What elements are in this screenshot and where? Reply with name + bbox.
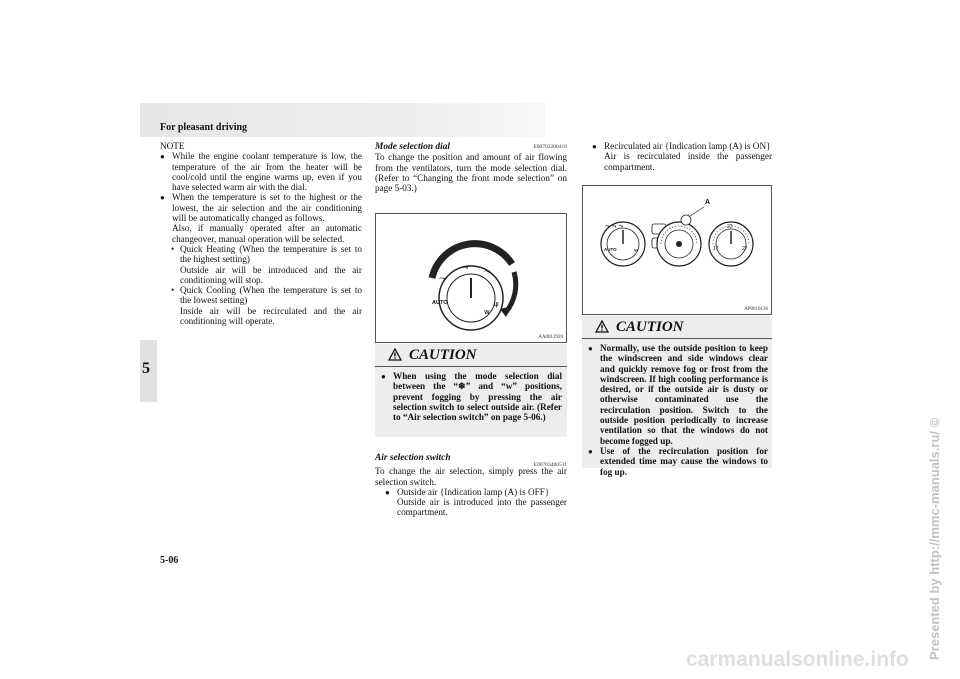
- sub-bullet-icon: •: [171, 285, 175, 296]
- recirc-air-item: [592, 141, 772, 172]
- temp-high-label: 27: [742, 246, 748, 252]
- site-watermark: carmanualsonline.info: [686, 648, 909, 671]
- svg-text:⤳: ⤳: [462, 263, 469, 272]
- page-header-title: For pleasant driving: [160, 122, 248, 133]
- vertical-watermark: Presented by http://mmc-manuals.ru/ ©: [927, 417, 942, 660]
- svg-text:⤳ ⤳ ⤳: ⤳ ⤳ ⤳: [605, 223, 624, 230]
- bullet-dot-icon: ●: [160, 193, 165, 203]
- note-sub-item: [160, 285, 362, 326]
- caution-text: Use of the recirculation position for extended time may cause the windows to fog up.: [600, 445, 768, 477]
- section-title-air-switch: Air selection switch: [375, 453, 451, 463]
- svg-text:ᴡ: ᴡ: [634, 248, 639, 254]
- recirculated-air-section: [582, 141, 772, 172]
- page-number: 5-06: [160, 555, 179, 566]
- chapter-tab-number: 5: [142, 360, 150, 377]
- sub-bullet-icon: •: [171, 243, 175, 254]
- control-panel-figure: [582, 185, 772, 315]
- temp-mid-label: 22: [727, 224, 733, 230]
- caution-box-mode: [375, 344, 567, 437]
- note-sub-item: [160, 244, 362, 285]
- caution-item: [588, 343, 768, 446]
- svg-text:ᴡ: ᴡ: [484, 308, 490, 316]
- note-bullet: [160, 192, 362, 243]
- recirc-air-head: Recirculated air {Indication lamp (A) is ON}: [604, 141, 771, 151]
- callout-label: A: [705, 199, 711, 206]
- bullet-dot-icon: ●: [381, 372, 386, 381]
- mode-dial-figure: [375, 213, 567, 343]
- note-bullet: [160, 151, 362, 192]
- recirc-air-body: Air is recirculated inside the passenger compartment.: [604, 151, 772, 172]
- sub-item-body: Outside air will be introduced and the air conditioning will stop.: [180, 264, 362, 285]
- bullet-dot-icon: ●: [160, 152, 165, 162]
- caution-header: [582, 316, 772, 339]
- svg-text:⤳: ⤳: [439, 274, 446, 283]
- warning-triangle-icon: [388, 348, 402, 361]
- temp-low-label: 17: [713, 246, 719, 252]
- mode-selection-section: [375, 141, 567, 193]
- figure-code: AP0010136: [744, 307, 768, 312]
- dial-auto-text: AUTO: [604, 247, 617, 252]
- bullet-dot-icon: ●: [588, 344, 593, 353]
- caution-header: [375, 344, 567, 367]
- sub-item-body: Inside air will be recirculated and the air conditioning will operate.: [180, 305, 362, 327]
- caution-item: [588, 446, 768, 477]
- caution-item: [381, 371, 562, 422]
- warning-triangle-icon: [595, 320, 609, 333]
- svg-text:ψ: ψ: [494, 300, 499, 308]
- caution-box-recirculation: [582, 316, 772, 477]
- sub-item-head: Quick Heating (When the temperature is set to the highest setting): [180, 243, 362, 265]
- outside-air-item: [385, 487, 567, 518]
- note-bullet-text: When the temperature is set to the highest or the lowest, the air selection and the air conditioning will be automatically changed as follows.: [172, 192, 362, 224]
- dial-auto-text: AUTO: [432, 300, 448, 306]
- svg-text:⤳: ⤳: [484, 267, 491, 276]
- bullet-dot-icon: ●: [592, 142, 597, 151]
- note-bullet-text: While the engine coolant temperature is low, the temperature of the air from the heater will be cool/cold until the engine warms up, even if you have selected warm air with the dial.: [172, 151, 362, 193]
- air-selection-section: [375, 452, 567, 518]
- section-code: E00703400511: [533, 462, 567, 468]
- figure-code: AA0012920: [538, 335, 563, 340]
- mode-dial-text: To change the position and amount of air flowing from the ventilators, turn the mode selection dial. (Refer to “Changing the front mode selection” on page 5-03.): [375, 152, 567, 194]
- note-also-text: Also, if manually operated after an automatic changeover, manual operation will be selected.: [172, 223, 362, 244]
- air-switch-text: To change the air selection, simply press the air selection switch.: [375, 466, 567, 487]
- caution-text: When using the mode selection dial between the “❄” and “ᴡ” positions, prevent fogging by pressing the air selection switch to select outside air. (Refer to “Air selection switch” on page 5-06.): [393, 371, 562, 423]
- bullet-dot-icon: ●: [588, 446, 593, 456]
- caution-title: CAUTION: [616, 319, 684, 335]
- left-column: [160, 141, 362, 326]
- outside-air-head: Outside air {Indication lamp (A) is OFF}: [397, 486, 550, 497]
- caution-title: CAUTION: [409, 347, 477, 363]
- section-code: E00703200418: [533, 144, 567, 150]
- caution-text: Normally, use the outside position to keep the windscreen and side windows clear and quickly remove fog or frost from the windscreen. If high cooling performance is desired, or if the outside air is dusty or otherwise contaminated use the recirculation position. Switch to the outside position periodically to increase ventilation so that the windows do not become fogged up.: [600, 343, 768, 446]
- mode-dial-illustration: [376, 214, 566, 342]
- note-label: NOTE: [160, 141, 185, 151]
- outside-air-body: Outside air is introduced into the passenger compartment.: [397, 497, 567, 518]
- sub-item-head: Quick Cooling (When the temperature is set to the lowest setting): [180, 285, 362, 306]
- section-title-mode-dial: Mode selection dial: [375, 142, 450, 152]
- bullet-dot-icon: ●: [385, 487, 390, 497]
